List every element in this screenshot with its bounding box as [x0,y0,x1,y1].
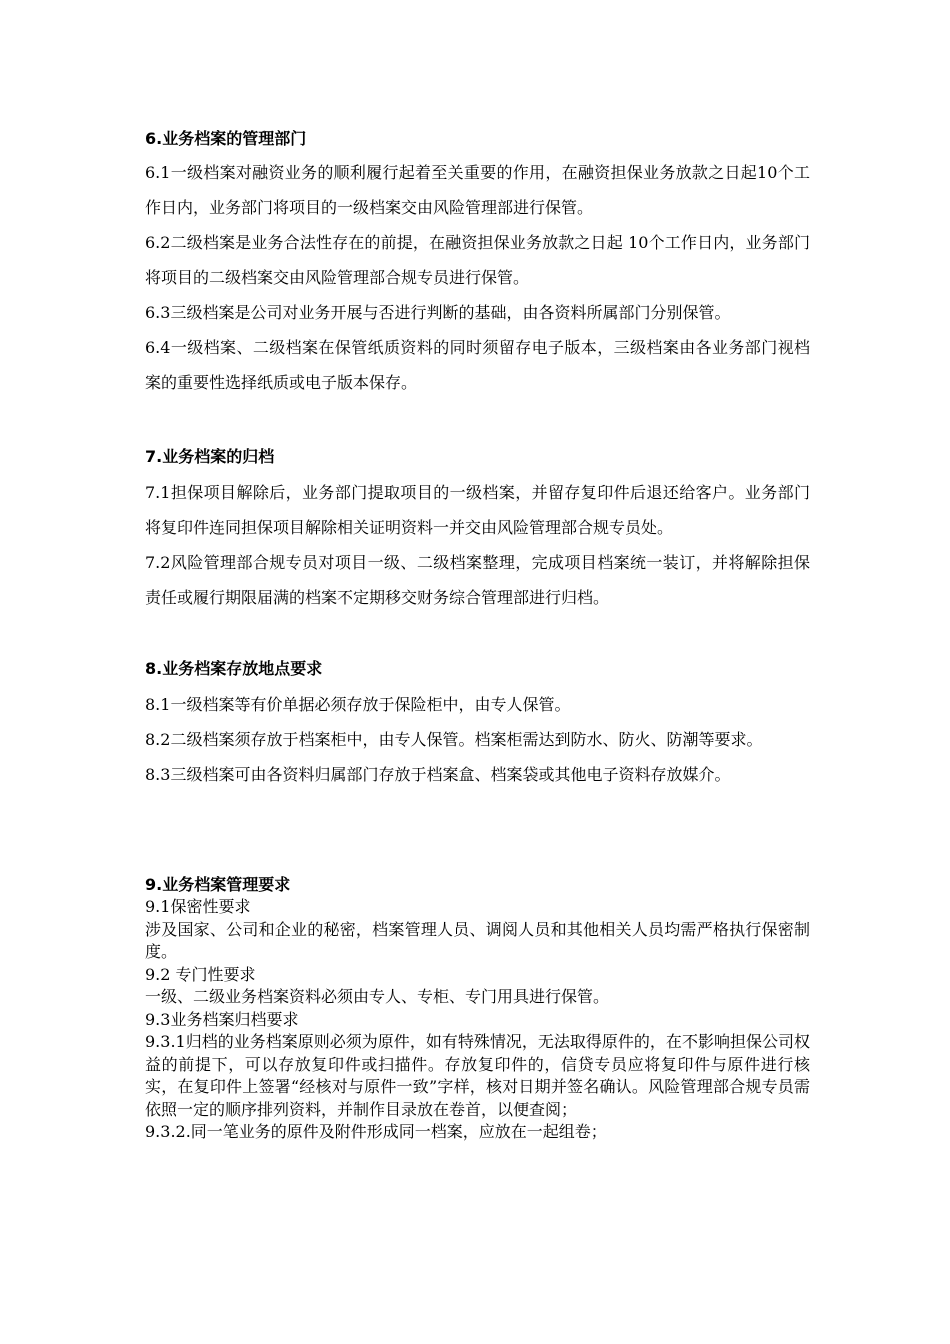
paragraph-6-2: 6.2二级档案是业务合法性存在的前提，在融资担保业务放款之日起 10个工作日内，业务部门将项目的二级档案交由风险管理部合规专员进行保管。 [145,233,810,287]
paragraph-7-2: 7.2风险管理部合规专员对项目一级、二级档案整理，完成项目档案统一装订，并将解除担保责任或履行期限届满的档案不定期移交财务综合管理部进行归档。 [145,553,810,607]
paragraph-8-1: 8.1一级档案等有价单据必须存放于保险柜中，由专人保管。 [145,695,571,714]
document-page [145,121,810,1141]
line-9-3-2: 9.3.2.同一笔业务的原件及附件形成同一档案，应放在一起组卷； [145,1122,607,1141]
section-9-heading: 9.业务档案管理要求 [145,875,291,894]
section-8-heading: 8.业务档案存放地点要求 [145,659,323,678]
line-9-3-1: 9.3.1归档的业务档案原则必须为原件，如有特殊情况，无法取得原件的，在不影响担保公司权益的前提下，可以存放复印件或扫描件。存放复印件的，信贷专员应将复印件与原件进行核实，在复印件上签署“经核对与原件一致”字样，核对日期并签名确认。风险管理部合规专员需依照一定的顺序排列资料，并制作目录放在卷首，以便查阅； [145,1032,810,1119]
section-6-heading: 6.业务档案的管理部门 [145,129,307,148]
paragraph-8-2: 8.2二级档案须存放于档案柜中，由专人保管。档案柜需达到防水、防火、防潮等要求。 [145,730,763,749]
section-7-heading: 7.业务档案的归档 [145,447,275,466]
line-9-1-body: 涉及国家、公司和企业的秘密，档案管理人员、调阅人员和其他相关人员均需严格执行保密制度。 [145,919,810,961]
paragraph-7-1: 7.1担保项目解除后，业务部门提取项目的一级档案，并留存复印件后退还给客户。业务部门将复印件连同担保项目解除相关证明资料一并交由风险管理部合规专员处。 [145,483,810,537]
line-9-2-body: 一级、二级业务档案资料必须由专人、专柜、专门用具进行保管。 [145,987,610,1006]
paragraph-6-1: 6.1一级档案对融资业务的顺利履行起着至关重要的作用，在融资担保业务放款之日起10个工作日内，业务部门将项目的一级档案交由风险管理部进行保管。 [145,163,810,217]
paragraph-8-3: 8.3三级档案可由各资料归属部门存放于档案盒、档案袋或其他电子资料存放媒介。 [145,765,731,784]
section-8 [145,659,810,792]
section-7 [145,447,810,615]
line-9-2-title: 9.2 专门性要求 [145,964,256,984]
section-6 [145,129,810,400]
line-9-3-title: 9.3业务档案归档要求 [145,1009,299,1029]
paragraph-6-3: 6.3三级档案是公司对业务开展与否进行判断的基础，由各资料所属部门分别保管。 [145,303,731,322]
line-9-1-title: 9.1保密性要求 [145,897,251,916]
paragraph-6-4: 6.4一级档案、二级档案在保管纸质资料的同时须留存电子版本，三级档案由各业务部门视档案的重要性选择纸质或电子版本保存。 [145,338,810,392]
section-9 [145,874,810,1144]
